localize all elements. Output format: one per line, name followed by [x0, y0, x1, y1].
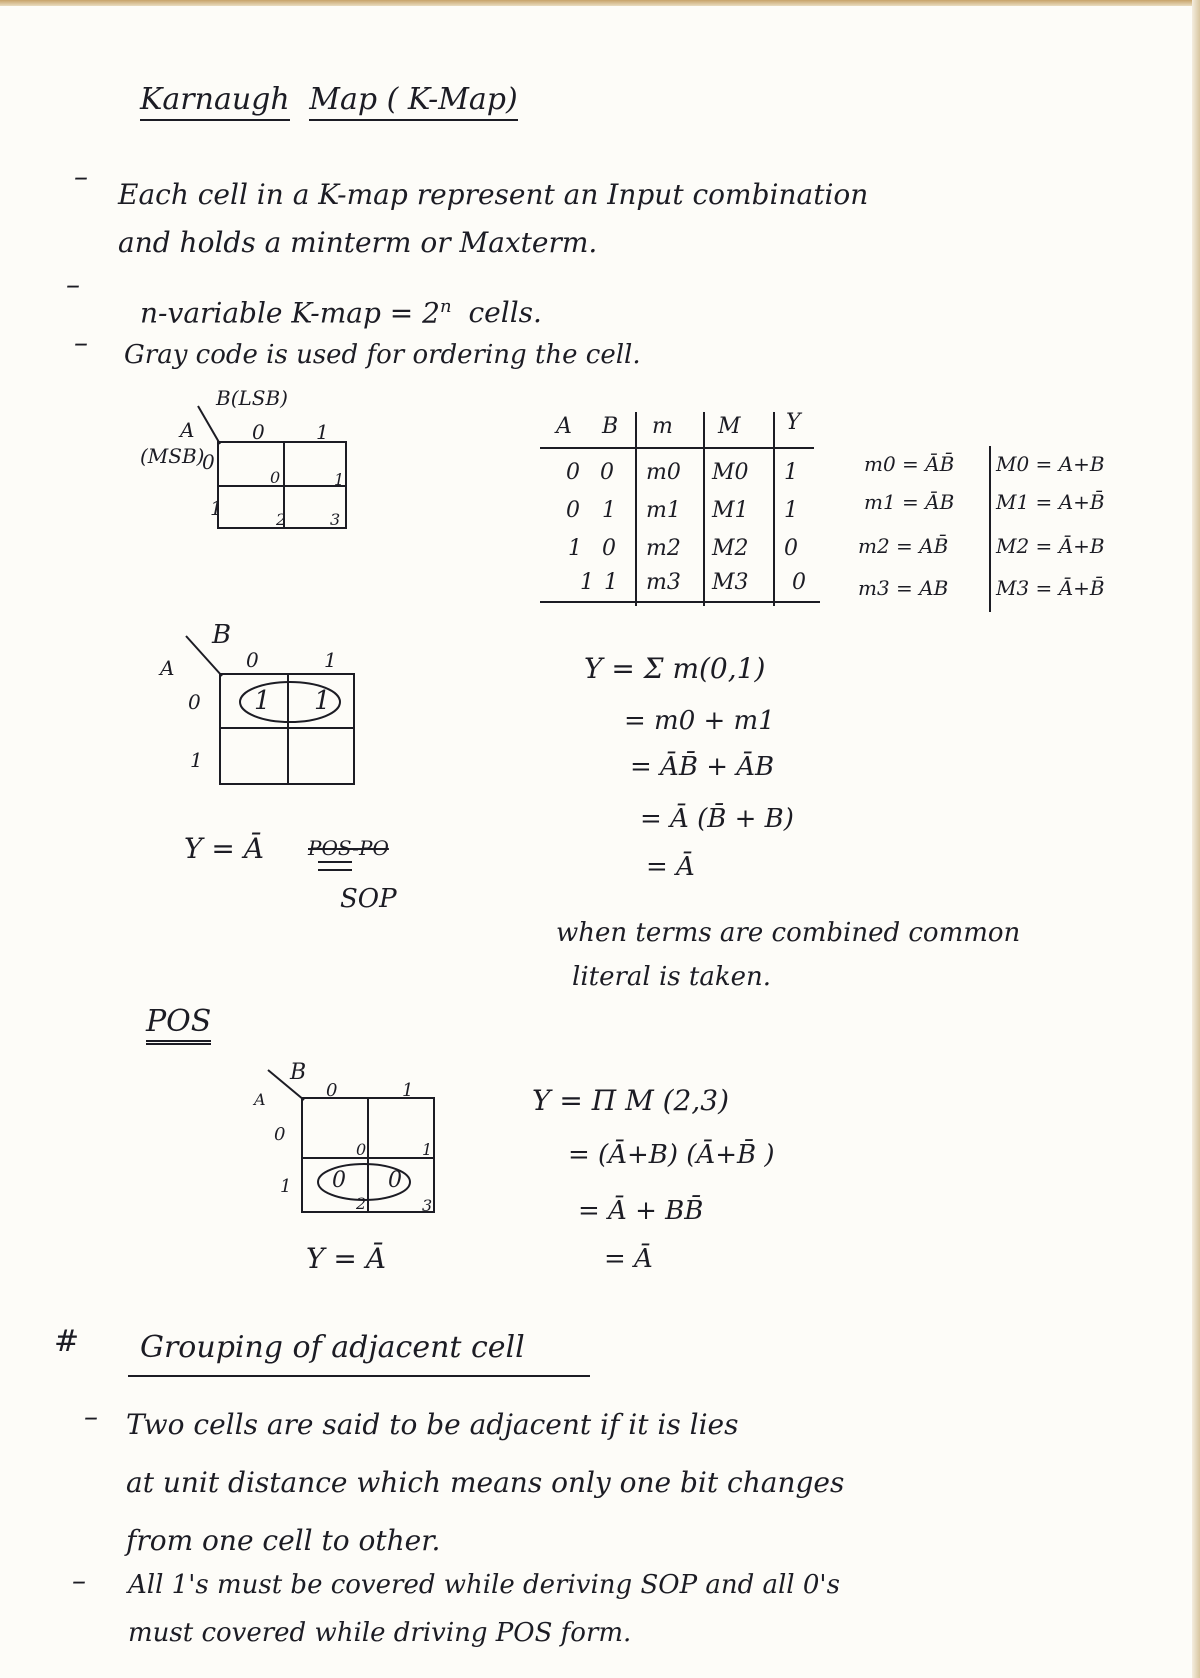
maxterm-def-1-lhs: M1 =	[996, 490, 1053, 514]
sop-note-line-2: literal is taken.	[572, 962, 771, 992]
intro-bullet-2-part2: cells.	[468, 296, 542, 330]
pos-kmap-row-var: A	[254, 1090, 266, 1109]
sop-derivation-line-1: = m0 + m1	[624, 706, 775, 736]
tt-row1-y: 1	[784, 498, 798, 523]
sop-kmap-col-label-0: 0	[246, 648, 259, 672]
tt-row3-m: m3	[646, 570, 681, 595]
pos-kmap-cell-number-3: 3	[422, 1196, 433, 1215]
tt-row3-a: 1	[580, 570, 594, 595]
tt-row0-bigm: M0	[712, 460, 749, 485]
maxterm-def-3-rhs: Ā+B̄	[1058, 576, 1105, 600]
grouping-bullet-1-line3: from one cell to other.	[126, 1524, 441, 1557]
minterm-def-2-lhs: m2 =	[858, 534, 913, 558]
sop-derivation-line-3: = Ā (B̄ + B)	[640, 804, 794, 834]
minterm-def-0-rhs: ĀB̄	[925, 452, 955, 476]
kmap1-col-label-1: 1	[316, 420, 329, 444]
tt-row3-y: 0	[792, 570, 806, 595]
maxterm-def-1-rhs: A+B̄	[1058, 490, 1105, 514]
kmap1-col-label-0: 0	[252, 420, 265, 444]
intro-bullet-1-line2: and holds a minterm or Maxterm.	[118, 226, 598, 259]
minterm-def-0-lhs: m0 =	[864, 452, 919, 476]
tt-row3-bigm: M3	[712, 570, 749, 595]
minterm-def-2-rhs: AB̄	[919, 534, 949, 558]
pos-heading	[146, 1004, 211, 1039]
tt-header-a: A	[556, 414, 572, 439]
sop-kmap-col-label-1: 1	[324, 648, 337, 672]
grouping-bullet-2-line1: All 1's must be covered while deriving SOP and all 0's	[128, 1570, 840, 1600]
tt-header-b: B	[602, 414, 619, 439]
sop-kmap-cell-0: 1	[254, 686, 271, 716]
tt-row1-bigm: M1	[712, 498, 749, 523]
tt-row0-m: m0	[646, 460, 681, 485]
pos-derivation-line-3: = Ā	[604, 1244, 653, 1274]
kmap1-row-label-0: 0	[202, 450, 215, 474]
intro-bullet-2-dash: –	[66, 268, 80, 301]
tt-row0-a: 0	[566, 460, 580, 485]
kmap1-row-var: A	[180, 418, 195, 442]
intro-bullet-1-dash: –	[74, 160, 88, 193]
pos-kmap-row-label-0: 0	[274, 1124, 286, 1145]
kmap1-cell-number-1: 1	[334, 470, 345, 489]
sop-kmap-row-label-0: 0	[188, 690, 201, 714]
minterm-def-2	[858, 534, 948, 558]
intro-bullet-1-line1: Each cell in a K-map represent an Input combination	[118, 178, 869, 211]
pos-kmap-col-label-0: 0	[326, 1080, 338, 1101]
sop-struck-text: POS-PO	[308, 836, 389, 860]
grouping-bullet-1-line2: at unit distance which means only one bit changes	[126, 1466, 845, 1499]
minterm-def-3-rhs: AB	[919, 576, 949, 600]
tt-row2-b: 0	[602, 536, 616, 561]
pos-derivation-line-2: = Ā + BB̄	[578, 1196, 704, 1226]
pos-heading-text: POS	[146, 1004, 211, 1045]
maxterm-def-0-lhs: M0 =	[996, 452, 1053, 476]
grouping-bullet-2-line2: must covered while driving POS form.	[128, 1618, 632, 1648]
intro-bullet-3-dash: –	[74, 326, 88, 359]
sop-derivation-line-4: = Ā	[646, 852, 695, 882]
pos-kmap-cell-3: 0	[388, 1168, 402, 1193]
tt-row1-m: m1	[646, 498, 681, 523]
tt-row1-a: 0	[566, 498, 580, 523]
pos-derivation-line-1: = (Ā+B) (Ā+B̄ )	[568, 1140, 775, 1170]
grouping-bullet-1-dash: –	[84, 1400, 98, 1433]
kmap1-cell-number-2: 2	[276, 510, 287, 529]
tt-row1-b: 1	[602, 498, 616, 523]
maxterm-def-1	[996, 490, 1105, 514]
maxterm-def-2	[996, 534, 1105, 558]
intro-bullet-2-sup: n	[439, 296, 452, 317]
tt-row0-y: 1	[784, 460, 798, 485]
grouping-heading: Grouping of adjacent cell	[140, 1330, 525, 1365]
tt-row2-a: 1	[568, 536, 582, 561]
kmap1-row-label-1: 1	[210, 496, 223, 520]
tt-row0-b: 0	[600, 460, 614, 485]
maxterm-def-3-lhs: M3 =	[996, 576, 1053, 600]
pos-kmap-cell-2: 0	[332, 1168, 346, 1193]
sop-label: SOP	[340, 884, 397, 914]
minterm-def-1-rhs: ĀB	[925, 490, 955, 514]
sop-result: Y = Ā	[184, 832, 264, 865]
intro-bullet-3-line1: Gray code is used for ordering the cell.	[124, 340, 641, 370]
minterm-def-1-lhs: m1 =	[864, 490, 919, 514]
kmap1-col-var: B(LSB)	[216, 386, 288, 410]
title-part2: Map ( K-Map)	[309, 82, 517, 121]
maxterm-def-0	[996, 452, 1105, 476]
pos-derivation-line-0: Y = Π M (2,3)	[532, 1084, 730, 1117]
tt-row3-b: 1	[604, 570, 618, 595]
maxterm-def-3	[996, 576, 1105, 600]
sop-kmap-cell-1: 1	[314, 686, 331, 716]
sop-derivation-line-0: Y = Σ m(0,1)	[584, 652, 766, 685]
pos-result: Y = Ā	[306, 1242, 386, 1275]
kmap1-row-var-note: (MSB)	[140, 444, 205, 468]
tt-row2-m: m2	[646, 536, 681, 561]
pos-kmap-cell-number-0: 0	[356, 1140, 367, 1159]
pos-kmap-col-var: B	[290, 1060, 307, 1085]
grouping-hash: #	[54, 1324, 80, 1359]
tt-row2-y: 0	[784, 536, 798, 561]
sop-kmap-col-var: B	[212, 620, 232, 650]
minterm-def-0	[864, 452, 954, 476]
sop-derivation-line-2: = ĀB̄ + ĀB	[630, 752, 775, 782]
minterm-def-3-lhs: m3 =	[858, 576, 913, 600]
tt-header-y: Y	[786, 410, 801, 435]
pos-kmap-cell-number-1: 1	[422, 1140, 433, 1159]
maxterm-def-0-rhs: A+B	[1058, 452, 1105, 476]
grouping-bullet-2-dash: –	[72, 1564, 86, 1597]
tt-row2-bigm: M2	[712, 536, 749, 561]
pos-kmap-row-label-1: 1	[280, 1176, 292, 1197]
minterm-def-3	[858, 576, 948, 600]
maxterm-def-2-rhs: Ā+B	[1058, 534, 1105, 558]
sop-kmap-row-var: A	[160, 656, 175, 680]
sop-label-underline	[318, 862, 352, 870]
tt-header-bigm: M	[718, 414, 741, 439]
tt-header-m: m	[652, 414, 673, 439]
sop-kmap-row-label-1: 1	[190, 748, 203, 772]
intro-bullet-2-part1: n-variable K-map = 2	[140, 296, 440, 330]
maxterm-def-2-lhs: M2 =	[996, 534, 1053, 558]
pos-kmap-cell-number-2: 2	[356, 1194, 367, 1213]
grouping-bullet-1-line1: Two cells are said to be adjacent if it is lies	[126, 1408, 739, 1441]
minterm-def-1	[864, 490, 954, 514]
kmap1-cell-number-0: 0	[270, 468, 281, 487]
sop-note-line-1: when terms are combined common	[556, 918, 1021, 948]
title-part1: Karnaugh	[140, 82, 290, 121]
pos-kmap-col-label-1: 1	[402, 1080, 414, 1101]
kmap1-cell-number-3: 3	[330, 510, 341, 529]
